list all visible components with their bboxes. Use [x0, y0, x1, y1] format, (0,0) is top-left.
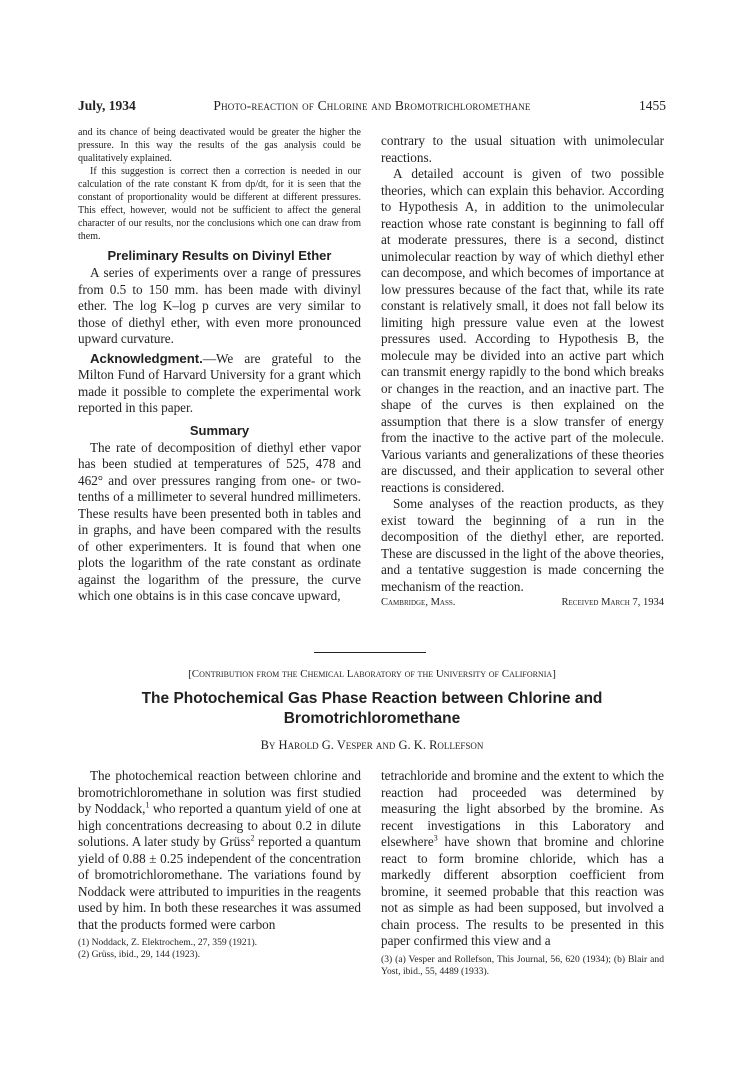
reference-3: 3: [433, 833, 438, 843]
continuation-text-a: tetrachloride and bromine and the extent to which the reaction had proceeded was determined by measuring the light absorbed by the bromine. As recent investigations in this Laboratory and elsewhere: [381, 768, 664, 849]
continuation-text-b: have shown that bromine and chlorine react to form bromine chloride, which has a markedly different absorption coefficient from bromine, it seemed probable that this reaction was not as simple as had been supposed, but involved a chain process. The results to be presented in this paper confirmed this view and a: [381, 834, 664, 948]
acknowledgment-label: Acknowledgment.: [90, 350, 203, 366]
preliminary-paragraph: A series of experiments over a range of pressures from 0.5 to 150 mm. has been made with divinyl ether. The log K–log p curves are very similar to those of diethyl ether, with even more pronounced upward curvature.: [78, 265, 361, 346]
section-divider: [314, 652, 426, 653]
intro-text-b: who reported a quantum yield of one at high concentrations decreasing to about 0.2 in dilute solutions. A later study by Grüss: [78, 801, 362, 849]
summary-heading: Summary: [189, 422, 250, 438]
acknowledgment-paragraph: [78, 351, 361, 417]
issue-date: July, 1934: [78, 98, 136, 113]
intro-text-c: reported a quantum yield of 0.88 ± 0.25 independent of the concentration of bromotrichloromethane. The variations found by Noddack were attributed to impurities in the reagents used by him. In both these researches it was assumed that the products formed were carbon: [78, 834, 361, 932]
footnotes-left: [78, 937, 361, 961]
signature-line: [381, 595, 664, 611]
summary-continuation: contrary to the usual situation with unimolecular reactions.: [381, 133, 664, 165]
reference-1: 1: [145, 800, 150, 810]
reference-2: 2: [250, 833, 255, 843]
acknowledgment-text: —We are grateful to the Milton Fund of Harvard University for a grant which made it possible to complete the experimental work reported in this paper.: [78, 350, 361, 415]
intro-continuation: [381, 768, 664, 950]
bottom-right-column: [381, 768, 664, 978]
article-title: The Photochemical Gas Phase Reaction between Chlorine and Bromotrichloromethane: [141, 690, 603, 727]
hypotheses-paragraph: A detailed account is given of two possible theories, which can explain this behavior. According to Hypothesis A, in addition to the unimolecular reaction whose rate constant is beginning to fall off at moderate pressures, there is a second, distinct unimolecular reaction by way of which diethyl ether can decompose, and which becomes of importance at low pressures because of the fact that, while its rate constant is relatively small, it does not fall below its limiting high pressure value even at the lowest pressures used. According to Hypothesis B, the molecule may be divided into an active part which can transmit energy rapidly to the bond which breaks or changes in the reaction, and an inactive part. The shape of the curves is then explained on the assumption that there is a slow transfer of energy from the inactive to the active part of the molecule. Various variants and generalizations of these theories are discussed, and their application to several other reactions is considered.: [381, 166, 664, 495]
intro-paragraph: [78, 768, 361, 933]
running-header: [78, 98, 666, 116]
footnote-1: (1) Noddack, Z. Elektrochem., 27, 359 (1921).: [78, 937, 258, 948]
top-right-column: [381, 133, 664, 611]
top-left-column: [78, 126, 361, 605]
running-title: Photo-reaction of Chlorine and Bromotrichloromethane: [213, 98, 531, 113]
received-date: Received March 7, 1934: [561, 597, 664, 608]
place: Cambridge, Mass.: [381, 597, 456, 608]
article-authors: By Harold G. Vesper and G. K. Rollefson: [260, 738, 484, 752]
analyses-paragraph: Some analyses of the reaction products, as they exist toward the beginning of a run in the decomposition of the diethyl ether, are reported. These are discussed in the light of the above theories, and a tentative suggestion is made concerning the mechanism of the reaction.: [381, 496, 664, 594]
footnote-2: (2) Grüss, ibid., 29, 144 (1923).: [78, 949, 201, 960]
footnotes-right: [381, 954, 664, 978]
footnote-continuation: and its chance of being deactivated would be greater the higher the pressure. In this way the results of the gas analysis could be qualitatively explained.: [78, 127, 361, 164]
summary-paragraph: The rate of decomposition of diethyl ether vapor has been studied at temperatures of 525, 478 and 462° and over pressures ranging from one- or two-tenths of a millimeter to several hundred millimeters. These results have been presented both in tables and in graphs, and have been compared with the results of other experimenters. It is found that when one plots the logarithm of the rate constant as ordinate against the logarithm of the pressure, the curve which one obtains is in this case concave upward,: [78, 439, 361, 603]
contribution-line: [Contribution from the Chemical Laboratory of the University of California]: [188, 668, 556, 680]
footnote-3: (3) (a) Vesper and Rollefson, This Journal, 56, 620 (1934); (b) Blair and Yost, ibid., 55, 4489 (1933).: [381, 953, 664, 977]
preliminary-heading: Preliminary Results on Divinyl Ether: [107, 248, 332, 263]
bottom-left-column: [78, 768, 361, 961]
footnote-correction: If this suggestion is correct then a correction is needed in our calculation of the rate constant K from dp/dt, for it is seen that the constant of proportionality would be different at different pressures. This effect, however, would not be sufficient to affect the general character of our results, nor the conclusions which one can draw from them.: [78, 166, 361, 242]
intro-text-a: The photochemical reaction between chlorine and bromotrichloromethane in solution was first studied by Noddack,: [78, 768, 361, 816]
page-number: 1455: [639, 98, 666, 113]
